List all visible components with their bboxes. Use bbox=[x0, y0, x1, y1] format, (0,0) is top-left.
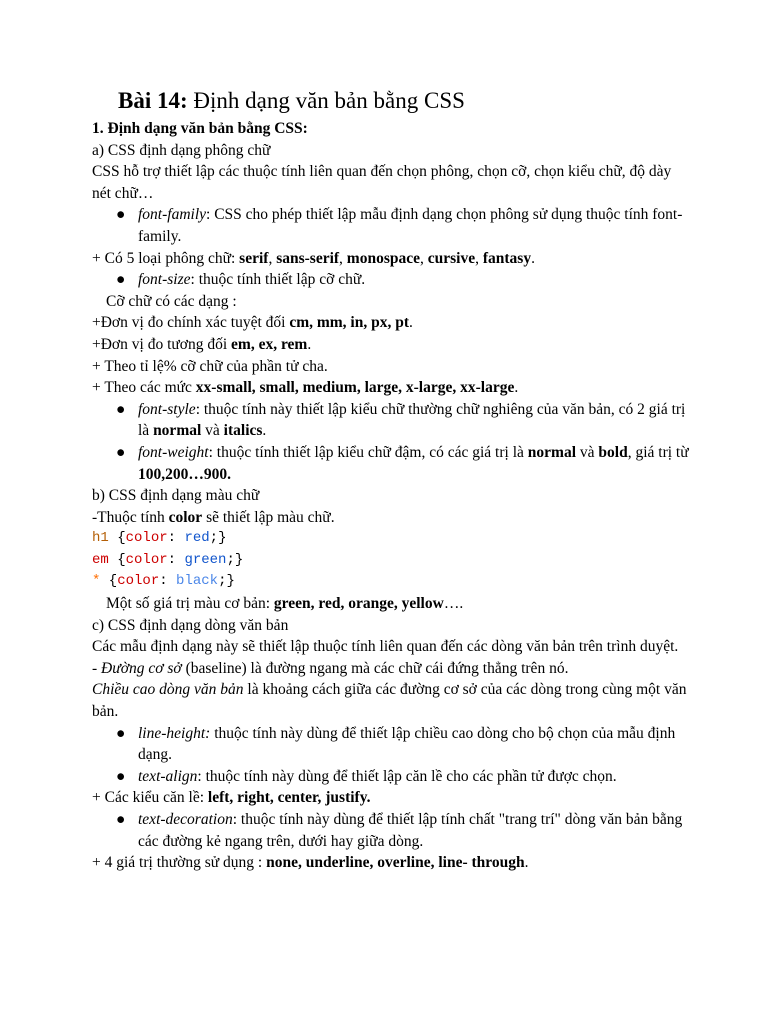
sep: , bbox=[420, 249, 428, 267]
value: 100,200…900. bbox=[138, 465, 231, 483]
bullet-font-size bbox=[92, 269, 692, 291]
code-line-star bbox=[92, 571, 692, 593]
code-selector: h1 bbox=[92, 530, 109, 547]
bullet-text: thuộc tính này dùng để thiết lập chiều cao dòng cho bộ chọn của mẫu định dạng. bbox=[138, 724, 676, 764]
bullet-icon: ● bbox=[116, 767, 126, 785]
code-value: black bbox=[176, 573, 219, 590]
sep: , bbox=[268, 249, 277, 267]
decoration-values-line bbox=[92, 852, 692, 874]
page-title bbox=[118, 86, 465, 116]
title-text: Định dạng văn bản bằng CSS bbox=[187, 88, 465, 113]
code-line-h1 bbox=[92, 528, 692, 550]
term: text-align bbox=[138, 767, 198, 785]
subheading-line: c) CSS định dạng dòng văn bản bbox=[92, 616, 289, 634]
text: và bbox=[576, 443, 599, 461]
code-punct: : bbox=[167, 530, 185, 547]
code-punct: : bbox=[159, 573, 177, 590]
paragraph-font-intro: CSS hỗ trợ thiết lập các thuộc tính liên quan đến chọn phông, chọn cỡ, chọn kiểu chữ, độ dày nét chữ… bbox=[92, 163, 672, 202]
value: normal bbox=[153, 422, 202, 440]
code-punct: ;} bbox=[209, 530, 227, 547]
paragraph-line-intro: Các mẫu định dạng này sẽ thiết lập thuộc tính liên quan đến các dòng văn bản trên trình duyệt. bbox=[92, 638, 679, 656]
term: line-height: bbox=[138, 724, 211, 742]
term: font-size bbox=[138, 271, 191, 289]
text: -Thuộc tính bbox=[92, 508, 169, 526]
code-punct: { bbox=[108, 551, 126, 568]
term: font-family bbox=[138, 206, 207, 224]
line-height-definition bbox=[92, 679, 692, 722]
bullet-icon: ● bbox=[116, 271, 126, 289]
text: và bbox=[201, 422, 224, 440]
bullet-text: : thuộc tính này dùng để thiết lập tính chất "trang trí" dòng văn bản bằng các đường kẻ ngang trên, dưới hay giữa dòng. bbox=[138, 811, 683, 850]
end: . bbox=[524, 854, 529, 872]
baseline-line bbox=[92, 658, 692, 680]
code-punct: { bbox=[100, 573, 118, 590]
bullet-text: : thuộc tính thiết lập cỡ chữ. bbox=[190, 271, 366, 289]
value: italics bbox=[223, 422, 263, 440]
document-body bbox=[92, 118, 692, 874]
bullet-font-weight bbox=[92, 442, 692, 485]
value: none, underline, overline, line- through bbox=[266, 854, 525, 872]
text: + Theo các mức bbox=[92, 379, 196, 397]
text: - bbox=[92, 659, 102, 677]
value: serif bbox=[239, 249, 269, 267]
bullet-icon: ● bbox=[116, 724, 126, 742]
value: xx-small, small, medium, large, x-large, xx-large bbox=[195, 379, 515, 397]
sep: , bbox=[475, 249, 483, 267]
font-size-forms: Cỡ chữ có các dạng : bbox=[106, 292, 237, 310]
bullet-icon: ● bbox=[116, 443, 126, 461]
section-heading-1 bbox=[92, 118, 692, 140]
text: + 4 giá trị thường sử dụng : bbox=[92, 854, 267, 872]
value: color bbox=[168, 508, 203, 526]
align-types-line bbox=[92, 787, 692, 809]
bullet-font-family bbox=[92, 204, 692, 247]
value: normal bbox=[527, 443, 576, 461]
heading-text: 1. Định dạng văn bản bằng CSS: bbox=[92, 120, 308, 137]
code-line-em bbox=[92, 550, 692, 572]
value: cursive bbox=[427, 249, 476, 267]
end: . bbox=[531, 249, 535, 267]
code-punct: ;} bbox=[226, 551, 244, 568]
term: font-style bbox=[138, 400, 196, 418]
value: green, red, orange, yellow bbox=[273, 595, 444, 613]
sep: , bbox=[339, 249, 347, 267]
term: Đường cơ sở bbox=[101, 659, 182, 677]
term: font-weight bbox=[138, 443, 209, 461]
code-selector: * bbox=[92, 573, 101, 590]
end: . bbox=[409, 314, 413, 332]
percent-line: + Theo tỉ lệ% cỡ chữ của phần tử cha. bbox=[92, 357, 328, 375]
end: . bbox=[514, 379, 519, 397]
code-property: color bbox=[117, 573, 160, 590]
bullet-font-style bbox=[92, 399, 692, 442]
subheading-color: b) CSS định dạng màu chữ bbox=[92, 487, 260, 505]
end: sẽ thiết lập màu chữ. bbox=[202, 508, 335, 526]
basic-colors-line bbox=[92, 593, 692, 615]
value: fantasy bbox=[482, 249, 532, 267]
bullet-icon: ● bbox=[116, 811, 126, 828]
text: + Các kiểu căn lề: bbox=[92, 789, 208, 807]
bullet-text-align bbox=[92, 766, 692, 788]
text: là khoảng cách giữa các đường cơ sở của các dòng trong cùng một văn bản. bbox=[92, 681, 687, 721]
code-punct: : bbox=[167, 551, 185, 568]
code-property: color bbox=[125, 530, 168, 547]
term: text-decoration bbox=[138, 811, 233, 828]
term: Chiều cao dòng văn bản bbox=[92, 681, 244, 699]
code-value: green bbox=[184, 551, 227, 568]
bullet-text-decoration bbox=[92, 809, 692, 852]
relative-units-line bbox=[92, 334, 692, 356]
value: monospace bbox=[346, 249, 420, 267]
bullet-icon: ● bbox=[116, 400, 126, 418]
text: , giá trị từ bbox=[627, 443, 689, 461]
code-value: red bbox=[184, 530, 210, 547]
text: +Đơn vị đo chính xác tuyệt đối bbox=[92, 314, 290, 332]
value: bold bbox=[598, 443, 628, 461]
value: left, right, center, justify. bbox=[207, 789, 371, 807]
levels-line bbox=[92, 377, 692, 399]
color-property-line bbox=[92, 507, 692, 529]
text: : thuộc tính này thiết lập kiểu chữ thường chữ nghiêng của văn bản, có 2 giá trị là bbox=[138, 400, 686, 440]
text: (baseline) là đường ngang mà các chữ cái đứng thẳng trên nó. bbox=[181, 659, 569, 677]
bullet-icon: ● bbox=[116, 206, 126, 224]
value: em, ex, rem bbox=[231, 335, 308, 353]
subheading-font: a) CSS định dạng phông chữ bbox=[92, 141, 271, 159]
code-punct: { bbox=[108, 530, 126, 547]
text: + Có 5 loại phông chữ: bbox=[92, 249, 240, 267]
font-types-line bbox=[92, 248, 692, 270]
lesson-number: Bài 14: bbox=[118, 88, 188, 113]
absolute-units-line bbox=[92, 312, 692, 334]
code-punct: ;} bbox=[218, 573, 235, 590]
code-property: color bbox=[125, 551, 168, 568]
value: sans-serif bbox=[276, 249, 340, 267]
end: . bbox=[262, 422, 267, 440]
bullet-text: : CSS cho phép thiết lập mẫu định dạng chọn phông sử dụng thuộc tính font-family. bbox=[138, 206, 683, 245]
text: : thuộc tính thiết lập kiểu chữ đậm, có các giá trị là bbox=[208, 443, 528, 461]
end: …. bbox=[443, 595, 464, 613]
code-selector: em bbox=[92, 551, 109, 568]
end: . bbox=[307, 335, 312, 353]
bullet-line-height bbox=[92, 723, 692, 766]
text: Một số giá trị màu cơ bản: bbox=[106, 595, 274, 613]
bullet-text: : thuộc tính này dùng để thiết lập căn lề cho các phần tử được chọn. bbox=[197, 767, 617, 785]
text: +Đơn vị đo tương đối bbox=[92, 335, 232, 353]
value: cm, mm, in, px, pt bbox=[289, 314, 410, 332]
